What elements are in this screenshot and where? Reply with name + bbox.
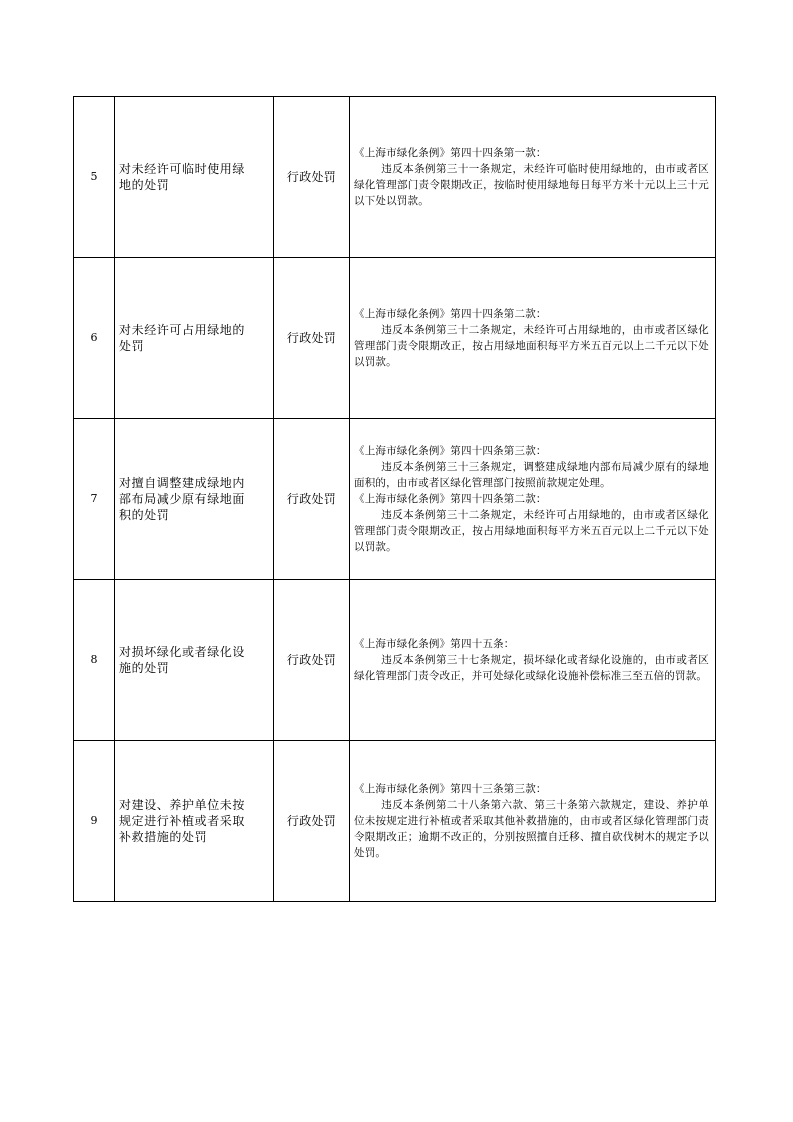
legal-basis bbox=[354, 491, 709, 555]
table-row bbox=[74, 258, 716, 419]
legal-basis bbox=[354, 781, 709, 861]
row-number: 7 bbox=[90, 492, 98, 505]
table-row bbox=[74, 580, 716, 741]
table-row bbox=[74, 97, 716, 258]
legal-basis-title: 《上海市绿化条例》第四十四条第二款： bbox=[354, 308, 547, 320]
legal-basis-title: 《上海市绿化条例》第四十五条： bbox=[354, 638, 515, 650]
row-number-cell bbox=[74, 580, 115, 741]
penalty-type-cell bbox=[274, 580, 350, 741]
legal-basis-cell bbox=[350, 741, 716, 902]
row-number-cell bbox=[74, 741, 115, 902]
row-number: 8 bbox=[90, 653, 98, 666]
row-number: 9 bbox=[90, 814, 98, 827]
penalty-type-cell bbox=[274, 419, 350, 580]
row-number: 6 bbox=[90, 331, 98, 344]
legal-basis-body: 违反本条例第三十二条规定，未经许可占用绿地的，由市或者区绿化管理部门责令限期改正，按占用绿地面积每平方米五百元以上二千元以下处以罚款。 bbox=[354, 509, 709, 553]
penalty-type: 行政处罚 bbox=[286, 330, 337, 345]
penalty-type: 行政处罚 bbox=[286, 169, 337, 184]
table-row bbox=[74, 419, 716, 580]
legal-basis-cell bbox=[350, 97, 716, 258]
penalty-type-cell bbox=[274, 741, 350, 902]
legal-basis-body: 违反本条例第三十一条规定，未经许可临时使用绿地的，由市或者区绿化管理部门责令限期改正，按临时使用绿地每日每平方米十元以上三十元以下处以罚款。 bbox=[354, 163, 709, 207]
table-row bbox=[74, 741, 716, 902]
item-name-cell bbox=[115, 419, 274, 580]
legal-basis-body: 违反本条例第二十八条第六款、第三十条第六款规定，建设、养护单位未按规定进行补植或者采取其他补救措施的，由市或者区绿化管理部门责令限期改正；逾期不改正的，分别按照擅自迁移、擅自砍伐树木的规定予以处罚。 bbox=[354, 799, 709, 859]
item-name-cell bbox=[115, 580, 274, 741]
legal-basis bbox=[354, 636, 709, 684]
legal-basis bbox=[354, 443, 709, 491]
row-number-cell bbox=[74, 419, 115, 580]
legal-basis-body: 违反本条例第三十二条规定，未经许可占用绿地的，由市或者区绿化管理部门责令限期改正，按占用绿地面积每平方米五百元以上二千元以下处以罚款。 bbox=[354, 324, 709, 368]
row-number-cell bbox=[74, 97, 115, 258]
legal-basis bbox=[354, 306, 709, 370]
item-name: 对未经许可临时使用绿地的处罚 bbox=[119, 162, 246, 192]
legal-basis-cell bbox=[350, 580, 716, 741]
item-name: 对未经许可占用绿地的处罚 bbox=[119, 323, 246, 353]
legal-basis-body: 违反本条例第三十七条规定，损坏绿化或者绿化设施的，由市或者区绿化管理部门责令改正，并可处绿化或绿化设施补偿标准三至五倍的罚款。 bbox=[354, 654, 709, 682]
legal-basis-cell bbox=[350, 258, 716, 419]
legal-basis-cell bbox=[350, 419, 716, 580]
legal-basis-body: 违反本条例第三十三条规定，调整建成绿地内部布局减少原有的绿地面积的，由市或者区绿化管理部门按照前款规定处理。 bbox=[354, 461, 709, 489]
item-name: 对损坏绿化或者绿化设施的处罚 bbox=[119, 645, 246, 675]
item-name-cell bbox=[115, 258, 274, 419]
penalty-type: 行政处罚 bbox=[286, 652, 337, 667]
legal-basis-title: 《上海市绿化条例》第四十三条第三款： bbox=[354, 783, 547, 795]
penalty-table bbox=[73, 96, 716, 902]
item-name: 对建设、养护单位未按规定进行补植或者采取补救措施的处罚 bbox=[119, 798, 246, 844]
legal-basis bbox=[354, 145, 709, 209]
penalty-type: 行政处罚 bbox=[286, 491, 337, 506]
item-name: 对擅自调整建成绿地内部布局减少原有绿地面积的处罚 bbox=[119, 476, 246, 522]
penalty-type-cell bbox=[274, 97, 350, 258]
legal-basis-title: 《上海市绿化条例》第四十四条第二款： bbox=[354, 493, 547, 505]
row-number-cell bbox=[74, 258, 115, 419]
item-name-cell bbox=[115, 97, 274, 258]
penalty-type: 行政处罚 bbox=[286, 813, 337, 828]
legal-basis-title: 《上海市绿化条例》第四十四条第一款： bbox=[354, 147, 547, 159]
item-name-cell bbox=[115, 741, 274, 902]
legal-basis-title: 《上海市绿化条例》第四十四条第三款： bbox=[354, 445, 547, 457]
row-number: 5 bbox=[90, 170, 98, 183]
penalty-type-cell bbox=[274, 258, 350, 419]
